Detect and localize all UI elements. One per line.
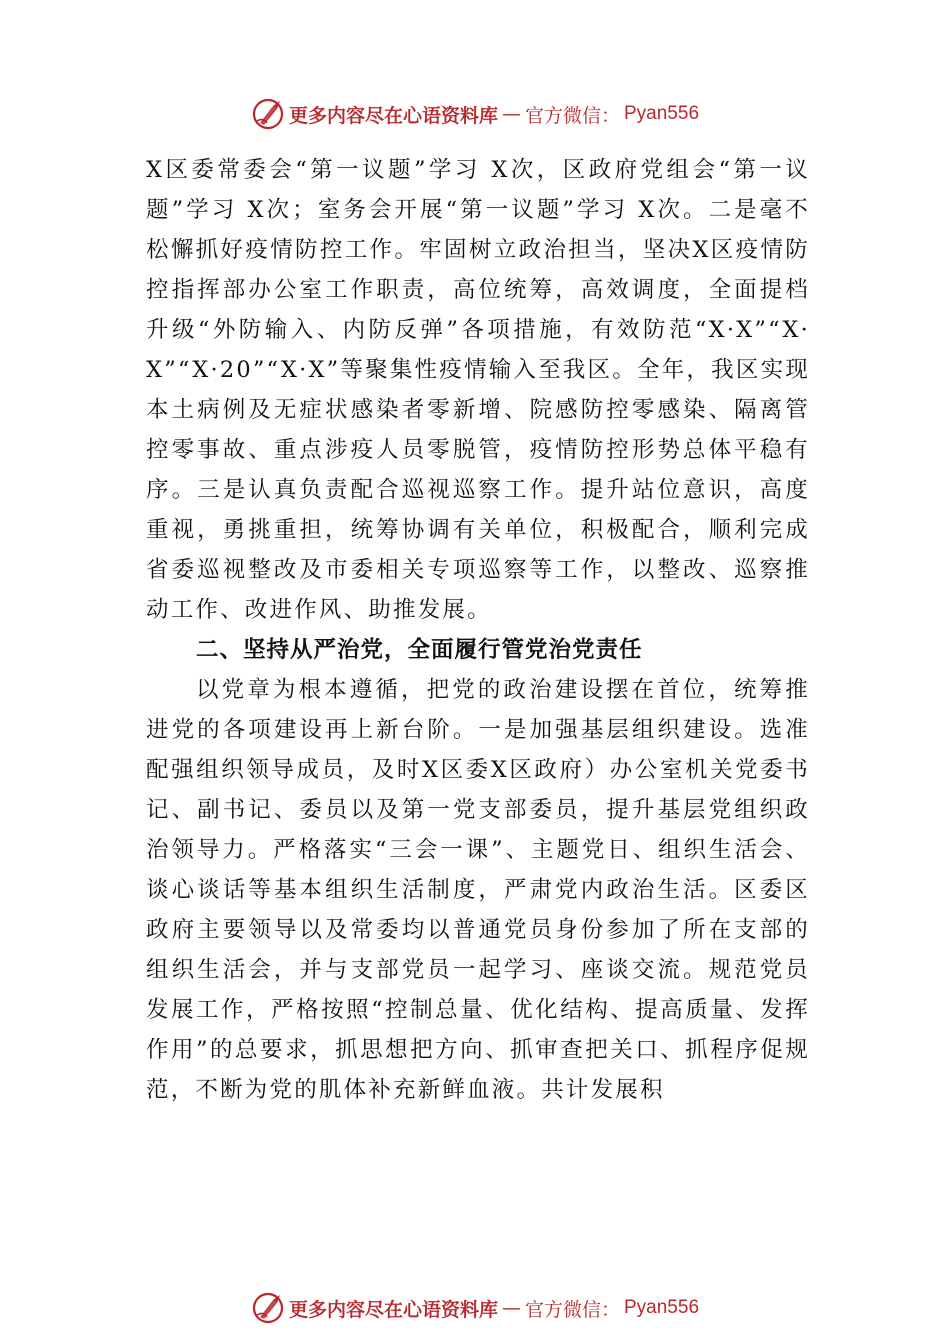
- watermark-separator: —: [501, 1297, 521, 1319]
- watermark-separator: —: [501, 103, 521, 125]
- watermark-official-label: 官方微信：: [524, 104, 620, 127]
- watermark-brand: 更多内容尽在心语资料库: [288, 104, 498, 127]
- document-body: [146, 150, 810, 1110]
- footer-watermark: [0, 1288, 950, 1328]
- watermark-account: Pyan556: [624, 1297, 700, 1318]
- quill-pen-circle-icon: [251, 1291, 285, 1325]
- paragraph-party-building: 以党章为根本遵循，把党的政治建设摆在首位，统筹推进党的各项建设再上新台阶。一是加强基层组织建设。选准配强组织领导成员，及时X区委X区政府）办公室机关党委书记、副书记、委员以及第一党支部委员，提升基层党组织政治领导力。严格落实“三会一课”、主题党日、组织生活会、谈心谈话等基本组织生活制度，严肃党内政治生活。区委区政府主要领导以及常委均以普通党员身份参加了所在支部的组织生活会，并与支部党员一起学习、座谈交流。规范党员发展工作，严格按照“控制总量、优化结构、提高质量、发挥作用”的总要求，抓思想把方向、抓审查把关口、抓程序促规范，不断为党的肌体补充新鲜血液。共计发展积: [146, 677, 810, 1103]
- quill-pen-circle-icon: [251, 97, 285, 131]
- section-heading-2: 二、坚持从严治党，全面履行管党治党责任: [196, 637, 643, 663]
- watermark-brand: 更多内容尽在心语资料库: [288, 1298, 498, 1321]
- watermark-account: Pyan556: [624, 103, 700, 124]
- header-watermark: [0, 94, 950, 134]
- paragraph-continued: X区委常委会“第一议题”学习 X次，区政府党组会“第一议题”学习 X次；室务会开展“第一议题”学习 X次。二是毫不松懈抓好疫情防控工作。牢固树立政治担当，坚决X区疫情防控指挥部办公室工作职责，高位统筹，高效调度，全面提档升级“外防输入、内防反弹”各项措施，有效防范“X·X”“X·X”“X·20”“X·X”等聚集性疫情输入至我区。全年，我区实现本土病例及无症状感染者零新增、院感防控零感染、隔离管控零事故、重点涉疫人员零脱管，疫情防控形势总体平稳有序。三是认真负责配合巡视巡察工作。提升站位意识，高度重视，勇挑重担，统筹协调有关单位，积极配合，顺利完成省委巡视整改及市委相关专项巡察等工作，以整改、巡察推动工作、改进作风、助推发展。: [146, 157, 810, 623]
- watermark-official-label: 官方微信：: [524, 1298, 620, 1321]
